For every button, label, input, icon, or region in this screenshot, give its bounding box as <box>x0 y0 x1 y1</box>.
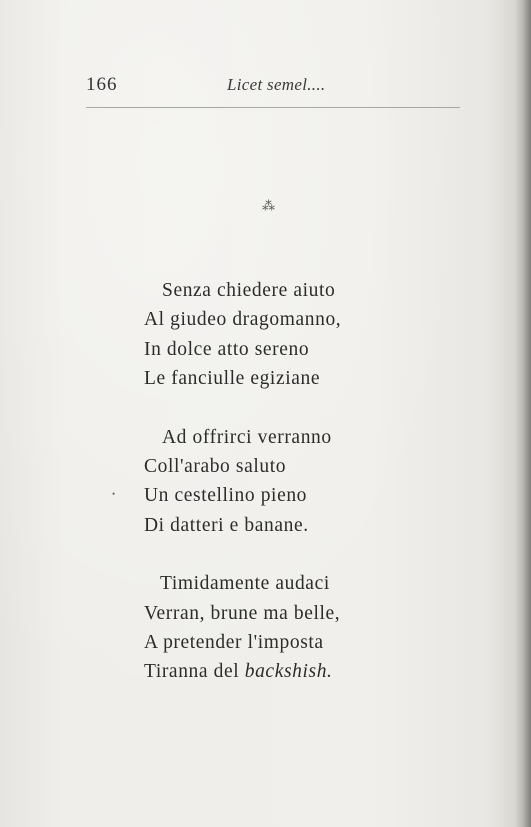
poem-line: Senza chiedere aiuto <box>162 280 336 301</box>
page-binding-shadow <box>515 0 531 827</box>
poem-line: Coll'arabo saluto <box>144 456 287 478</box>
page-number: 166 <box>86 74 118 95</box>
poem-line: A pretender l'imposta <box>144 632 324 654</box>
poem-line: Timidamente audaci <box>160 573 330 595</box>
stanza <box>144 569 341 687</box>
header-rule <box>86 107 460 108</box>
poem-line-italic-word: backshish. <box>244 661 333 683</box>
poem-line: Un cestellino pieno <box>144 485 308 507</box>
poem-line: Al giudeo dragomanno, <box>144 309 342 331</box>
poem-line: In dolce atto sereno <box>144 338 310 360</box>
poem <box>144 276 341 687</box>
poem-line: Le fanciulle egiziane <box>144 368 321 390</box>
poem-line: Verran, brune ma belle, <box>144 602 341 624</box>
paper-speck: • <box>112 489 116 499</box>
poem-line-text: Tiranna del <box>144 661 245 683</box>
section-ornament: ⁂ <box>262 198 275 213</box>
poem-line: Di datteri e banane. <box>144 514 309 536</box>
stanza <box>144 423 341 541</box>
poem-line-final <box>144 657 341 686</box>
running-title: Licet semel.... <box>227 75 326 94</box>
page-header <box>0 74 531 98</box>
poem-line: Ad offrirci verranno <box>162 426 332 448</box>
stanza <box>144 276 341 394</box>
